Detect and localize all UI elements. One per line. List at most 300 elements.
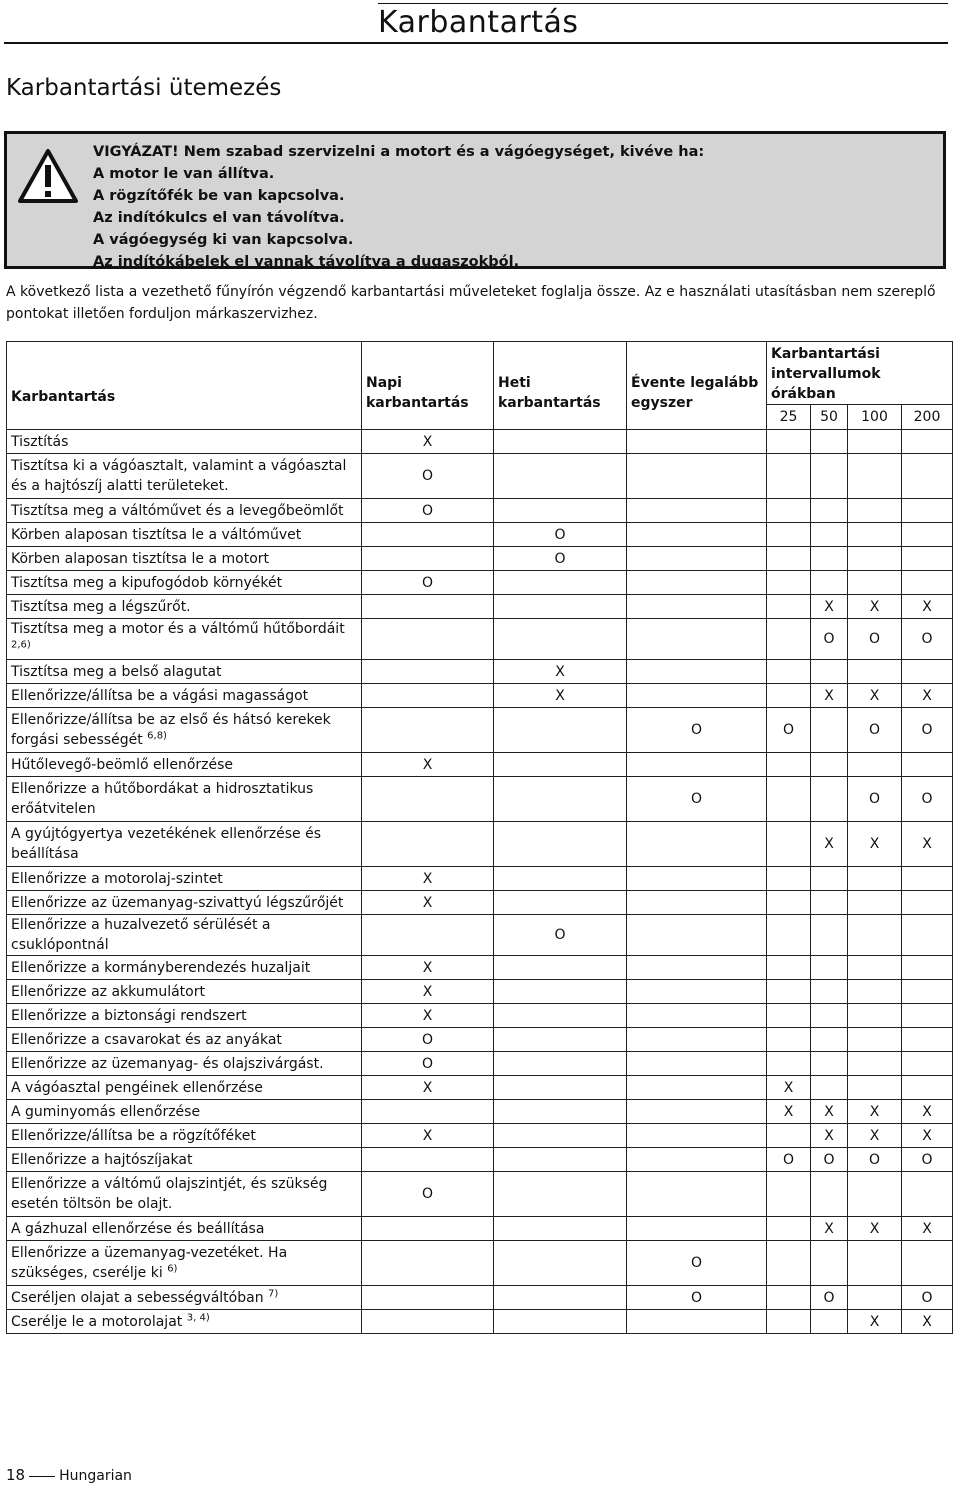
mark-y <box>627 822 767 867</box>
task-cell <box>7 499 362 523</box>
mark-h50 <box>811 1028 848 1052</box>
mark-d: X <box>362 980 494 1004</box>
warning-box <box>4 131 946 269</box>
header-hours-100: 100 <box>848 405 902 430</box>
table-row <box>7 1124 953 1148</box>
mark-h25 <box>767 454 811 499</box>
mark-y <box>627 1076 767 1100</box>
mark-w <box>494 430 627 454</box>
task-cell <box>7 454 362 499</box>
table-row <box>7 619 953 660</box>
table-row <box>7 867 953 891</box>
mark-d: O <box>362 1052 494 1076</box>
mark-y: O <box>627 1286 767 1310</box>
table-row <box>7 454 953 499</box>
page-footer <box>6 1466 132 1484</box>
task-cell <box>7 1172 362 1217</box>
task-label: Tisztítsa ki a vágóasztalt, valamint a vágóasztal és a hajtószíj alatti területeket. <box>11 458 347 494</box>
mark-h200 <box>902 980 953 1004</box>
mark-d <box>362 1241 494 1286</box>
mark-h25 <box>767 915 811 956</box>
footnote-ref: 3, 4) <box>186 1311 210 1323</box>
mark-h100 <box>848 523 902 547</box>
warning-line: VIGYÁZAT! Nem szabad szervizelni a motort és a vágóegységet, kivéve ha: <box>93 144 705 160</box>
mark-w <box>494 1004 627 1028</box>
task-label: Ellenőrizze az akkumulátort <box>11 983 205 1000</box>
task-cell <box>7 777 362 822</box>
mark-d <box>362 777 494 822</box>
task-cell <box>7 1286 362 1310</box>
task-cell <box>7 915 362 956</box>
mark-h200 <box>902 1028 953 1052</box>
mark-h25 <box>767 619 811 660</box>
mark-w <box>494 1124 627 1148</box>
task-cell <box>7 867 362 891</box>
mark-w: X <box>494 660 627 684</box>
mark-y <box>627 430 767 454</box>
task-label: Tisztítás <box>11 433 69 450</box>
mark-w <box>494 1028 627 1052</box>
mark-h25 <box>767 956 811 980</box>
mark-h25 <box>767 1286 811 1310</box>
table-header-row <box>7 342 953 405</box>
mark-w <box>494 1241 627 1286</box>
mark-y <box>627 523 767 547</box>
mark-y <box>627 1172 767 1217</box>
task-cell <box>7 619 362 660</box>
table-row <box>7 430 953 454</box>
task-cell <box>7 684 362 708</box>
mark-h100: X <box>848 1100 902 1124</box>
mark-h100 <box>848 1004 902 1028</box>
mark-h25 <box>767 595 811 619</box>
mark-y <box>627 595 767 619</box>
mark-d <box>362 915 494 956</box>
mark-h50 <box>811 753 848 777</box>
mark-h100 <box>848 891 902 915</box>
table-row <box>7 753 953 777</box>
header-hours-25: 25 <box>767 405 811 430</box>
task-cell <box>7 956 362 980</box>
mark-y <box>627 915 767 956</box>
mark-d: O <box>362 1172 494 1217</box>
mark-h25 <box>767 1028 811 1052</box>
task-label: Ellenőrizze a hajtószíjakat <box>11 1151 193 1168</box>
mark-h50 <box>811 430 848 454</box>
mark-d: X <box>362 1076 494 1100</box>
table-row <box>7 891 953 915</box>
mark-w <box>494 1148 627 1172</box>
task-label: A guminyomás ellenőrzése <box>11 1103 201 1120</box>
mark-h200: X <box>902 1124 953 1148</box>
mark-h200 <box>902 1076 953 1100</box>
mark-h50 <box>811 708 848 753</box>
mark-h25 <box>767 980 811 1004</box>
task-label: Ellenőrizze a huzalvezető sérülését a csuklópontnál <box>11 917 271 953</box>
table-row <box>7 915 953 956</box>
mark-w: X <box>494 684 627 708</box>
mark-h200 <box>902 867 953 891</box>
task-label: Tisztítsa meg a váltóművet és a levegőbeömlőt <box>11 502 344 519</box>
header-rule <box>4 42 948 44</box>
task-label: Ellenőrizze a csavarokat és az anyákat <box>11 1031 282 1048</box>
mark-h50 <box>811 1004 848 1028</box>
table-row <box>7 660 953 684</box>
mark-y <box>627 571 767 595</box>
task-label: Ellenőrizze a biztonsági rendszert <box>11 1007 247 1024</box>
task-cell <box>7 595 362 619</box>
footnote-ref: 2,6) <box>11 639 31 651</box>
table-row <box>7 1028 953 1052</box>
mark-w <box>494 753 627 777</box>
mark-h200: X <box>902 1100 953 1124</box>
mark-d: X <box>362 956 494 980</box>
mark-y <box>627 1004 767 1028</box>
task-label: Ellenőrizze/állítsa be a vágási magasságot <box>11 687 309 704</box>
task-label: Cserélje le a motorolajat <box>11 1313 183 1330</box>
mark-h200 <box>902 571 953 595</box>
mark-h100 <box>848 1286 902 1310</box>
mark-h25 <box>767 430 811 454</box>
mark-d: X <box>362 430 494 454</box>
mark-y <box>627 956 767 980</box>
mark-d <box>362 822 494 867</box>
table-row <box>7 980 953 1004</box>
mark-h200: X <box>902 595 953 619</box>
mark-h200 <box>902 523 953 547</box>
mark-w <box>494 571 627 595</box>
mark-h25 <box>767 547 811 571</box>
mark-d: X <box>362 891 494 915</box>
task-label: Ellenőrizze/állítsa be az első és hátsó kerekek forgási sebességét <box>11 712 331 748</box>
mark-h100: X <box>848 684 902 708</box>
mark-h100: O <box>848 777 902 822</box>
table-row <box>7 1217 953 1241</box>
mark-w <box>494 1076 627 1100</box>
mark-h100 <box>848 571 902 595</box>
mark-h100 <box>848 660 902 684</box>
mark-h100: X <box>848 822 902 867</box>
mark-h100: X <box>848 1124 902 1148</box>
mark-h50: X <box>811 1124 848 1148</box>
mark-h50: X <box>811 1217 848 1241</box>
mark-w <box>494 1172 627 1217</box>
mark-y <box>627 684 767 708</box>
mark-w: O <box>494 915 627 956</box>
header-hours-200: 200 <box>902 405 953 430</box>
mark-w <box>494 980 627 1004</box>
task-label: Ellenőrizze/állítsa be a rögzítőféket <box>11 1127 256 1144</box>
mark-y <box>627 660 767 684</box>
mark-h50 <box>811 777 848 822</box>
mark-w <box>494 499 627 523</box>
table-row <box>7 1148 953 1172</box>
mark-w: O <box>494 547 627 571</box>
footnote-ref: 6,8) <box>147 730 167 742</box>
mark-h200 <box>902 1172 953 1217</box>
mark-h100 <box>848 1241 902 1286</box>
mark-h25 <box>767 1217 811 1241</box>
table-row <box>7 777 953 822</box>
mark-y: O <box>627 1241 767 1286</box>
warning-triangle-icon <box>17 148 79 204</box>
task-cell <box>7 708 362 753</box>
mark-y <box>627 1028 767 1052</box>
table-row <box>7 523 953 547</box>
mark-h100 <box>848 1028 902 1052</box>
table-row <box>7 1052 953 1076</box>
mark-h100: O <box>848 1148 902 1172</box>
task-cell <box>7 1028 362 1052</box>
mark-h200: O <box>902 708 953 753</box>
mark-h200: X <box>902 822 953 867</box>
warning-line: A rögzítőfék be van kapcsolva. <box>93 188 345 204</box>
task-label: Tisztítsa meg a légszűrőt. <box>11 598 191 615</box>
mark-h50 <box>811 956 848 980</box>
page-title: Karbantartás <box>378 5 579 40</box>
mark-h50 <box>811 1076 848 1100</box>
mark-h25 <box>767 660 811 684</box>
mark-h25 <box>767 753 811 777</box>
mark-h200: O <box>902 1286 953 1310</box>
mark-h50: O <box>811 1148 848 1172</box>
mark-d <box>362 708 494 753</box>
table-row <box>7 1172 953 1217</box>
mark-h200 <box>902 454 953 499</box>
maintenance-schedule-table <box>6 341 953 1334</box>
table-row <box>7 595 953 619</box>
mark-h50 <box>811 1310 848 1334</box>
task-label: Ellenőrizze a váltómű olajszintjét, és szükség esetén töltsön be olajt. <box>11 1176 328 1212</box>
mark-h100: O <box>848 619 902 660</box>
mark-h25 <box>767 1172 811 1217</box>
table-row <box>7 956 953 980</box>
task-cell <box>7 1076 362 1100</box>
mark-h200: O <box>902 619 953 660</box>
task-label: Körben alaposan tisztítsa le a motort <box>11 550 270 567</box>
mark-d <box>362 1217 494 1241</box>
footer-dash <box>29 1476 55 1477</box>
mark-h200 <box>902 499 953 523</box>
mark-d: O <box>362 454 494 499</box>
mark-h50 <box>811 660 848 684</box>
mark-w <box>494 1310 627 1334</box>
mark-h50 <box>811 571 848 595</box>
warning-line: Az indítókulcs el van távolítva. <box>93 210 345 226</box>
task-label: Körben alaposan tisztítsa le a váltóművet <box>11 526 302 543</box>
task-cell <box>7 1241 362 1286</box>
task-label: Tisztítsa meg a motor és a váltómű hűtőbordáit <box>11 621 345 637</box>
warning-line: A vágóegység ki van kapcsolva. <box>93 232 354 248</box>
mark-d <box>362 1310 494 1334</box>
mark-h50 <box>811 523 848 547</box>
task-label: A vágóasztal pengéinek ellenőrzése <box>11 1079 263 1096</box>
task-cell <box>7 1148 362 1172</box>
mark-y <box>627 454 767 499</box>
mark-y <box>627 1217 767 1241</box>
table-row <box>7 1286 953 1310</box>
mark-h200 <box>902 660 953 684</box>
mark-h50: O <box>811 619 848 660</box>
footnote-ref: 7) <box>268 1287 279 1299</box>
task-label: Ellenőrizze a motorolaj-szintet <box>11 870 223 887</box>
mark-h100 <box>848 956 902 980</box>
mark-d <box>362 1100 494 1124</box>
mark-h50 <box>811 1241 848 1286</box>
mark-d <box>362 547 494 571</box>
mark-d <box>362 595 494 619</box>
mark-h50: X <box>811 595 848 619</box>
mark-h50 <box>811 1172 848 1217</box>
task-cell <box>7 1004 362 1028</box>
mark-d: O <box>362 571 494 595</box>
mark-w <box>494 891 627 915</box>
mark-h200 <box>902 956 953 980</box>
task-cell <box>7 1052 362 1076</box>
mark-w <box>494 454 627 499</box>
mark-d <box>362 523 494 547</box>
table-row <box>7 547 953 571</box>
mark-h100 <box>848 547 902 571</box>
table-row <box>7 571 953 595</box>
mark-y <box>627 547 767 571</box>
mark-y <box>627 867 767 891</box>
mark-h200 <box>902 915 953 956</box>
mark-h25 <box>767 1052 811 1076</box>
footer-language: Hungarian <box>59 1468 132 1484</box>
mark-y <box>627 980 767 1004</box>
warning-line: A motor le van állítva. <box>93 166 275 182</box>
mark-h100 <box>848 499 902 523</box>
mark-h50: X <box>811 1100 848 1124</box>
mark-d <box>362 1286 494 1310</box>
task-label: Ellenőrizze az üzemanyag-szivattyú légszűrőjét <box>11 894 344 911</box>
mark-w <box>494 708 627 753</box>
mark-h25 <box>767 571 811 595</box>
mark-h200 <box>902 891 953 915</box>
table-row <box>7 708 953 753</box>
task-cell <box>7 1124 362 1148</box>
task-cell <box>7 523 362 547</box>
mark-w <box>494 595 627 619</box>
task-cell <box>7 660 362 684</box>
mark-h100: O <box>848 708 902 753</box>
mark-h200 <box>902 430 953 454</box>
table-row <box>7 684 953 708</box>
mark-h50: X <box>811 684 848 708</box>
mark-w <box>494 1100 627 1124</box>
table-row <box>7 1310 953 1334</box>
mark-h100 <box>848 1172 902 1217</box>
mark-h50: X <box>811 822 848 867</box>
task-cell <box>7 822 362 867</box>
table-row <box>7 499 953 523</box>
task-label: Ellenőrizze az üzemanyag- és olajszivárgást. <box>11 1055 324 1072</box>
mark-h25: O <box>767 708 811 753</box>
mark-y: O <box>627 708 767 753</box>
page-number: 18 <box>6 1466 26 1484</box>
mark-h25: O <box>767 1148 811 1172</box>
task-cell <box>7 891 362 915</box>
mark-h200: O <box>902 777 953 822</box>
task-cell <box>7 430 362 454</box>
mark-h100 <box>848 753 902 777</box>
mark-y <box>627 1148 767 1172</box>
mark-h200 <box>902 1241 953 1286</box>
mark-y <box>627 499 767 523</box>
mark-h25 <box>767 523 811 547</box>
mark-h50 <box>811 980 848 1004</box>
mark-h50 <box>811 454 848 499</box>
header-task: Karbantartás <box>7 342 362 430</box>
mark-h25 <box>767 684 811 708</box>
task-cell <box>7 980 362 1004</box>
task-label: Tisztítsa meg a kipufogódob környékét <box>11 574 283 591</box>
mark-w <box>494 867 627 891</box>
mark-h50 <box>811 915 848 956</box>
mark-w <box>494 1217 627 1241</box>
warning-text <box>93 141 704 273</box>
task-cell <box>7 753 362 777</box>
mark-h25 <box>767 1310 811 1334</box>
task-cell <box>7 1310 362 1334</box>
intro-paragraph: A következő lista a vezethető fűnyírón végzendő karbantartási műveleteket foglalja össze. Az e használati utasításban nem szereplő pontokat illetően forduljon márkaszervizhez. <box>6 284 936 322</box>
mark-h25 <box>767 867 811 891</box>
task-label: Ellenőrizze a kormányberendezés huzaljait <box>11 959 311 976</box>
warning-line: Az indítókábelek el vannak távolítva a dugaszokból. <box>93 254 520 270</box>
mark-h25 <box>767 499 811 523</box>
table-row <box>7 1100 953 1124</box>
mark-h200 <box>902 547 953 571</box>
task-label: Ellenőrizze a hűtőbordákat a hidrosztatikus erőátvitelen <box>11 781 314 817</box>
mark-y <box>627 619 767 660</box>
mark-h200: O <box>902 1148 953 1172</box>
header-daily: Napi karbantartás <box>362 342 494 430</box>
mark-w: O <box>494 523 627 547</box>
mark-h50 <box>811 891 848 915</box>
mark-h50 <box>811 867 848 891</box>
header-hours-50: 50 <box>811 405 848 430</box>
section-title: Karbantartási ütemezés <box>6 75 282 101</box>
table-row <box>7 1241 953 1286</box>
mark-h100: X <box>848 595 902 619</box>
mark-h200 <box>902 1004 953 1028</box>
mark-y <box>627 891 767 915</box>
mark-h100 <box>848 867 902 891</box>
mark-h25 <box>767 1004 811 1028</box>
mark-h200 <box>902 753 953 777</box>
mark-h50 <box>811 1052 848 1076</box>
mark-h25: X <box>767 1076 811 1100</box>
mark-h200 <box>902 1052 953 1076</box>
mark-d: X <box>362 753 494 777</box>
mark-d: X <box>362 1124 494 1148</box>
mark-y <box>627 1100 767 1124</box>
mark-h25 <box>767 822 811 867</box>
mark-h200: X <box>902 1217 953 1241</box>
mark-h50: O <box>811 1286 848 1310</box>
mark-y <box>627 1124 767 1148</box>
task-label: Hűtőlevegő-beömlő ellenőrzése <box>11 756 234 773</box>
task-label: Cseréljen olajat a sebességváltóban <box>11 1289 264 1306</box>
header-intervals: Karbantartási intervallumok órákban <box>767 342 953 405</box>
mark-h50 <box>811 547 848 571</box>
footnote-ref: 6) <box>167 1263 178 1275</box>
mark-d <box>362 684 494 708</box>
mark-h100 <box>848 1052 902 1076</box>
mark-d <box>362 619 494 660</box>
table-row <box>7 1076 953 1100</box>
